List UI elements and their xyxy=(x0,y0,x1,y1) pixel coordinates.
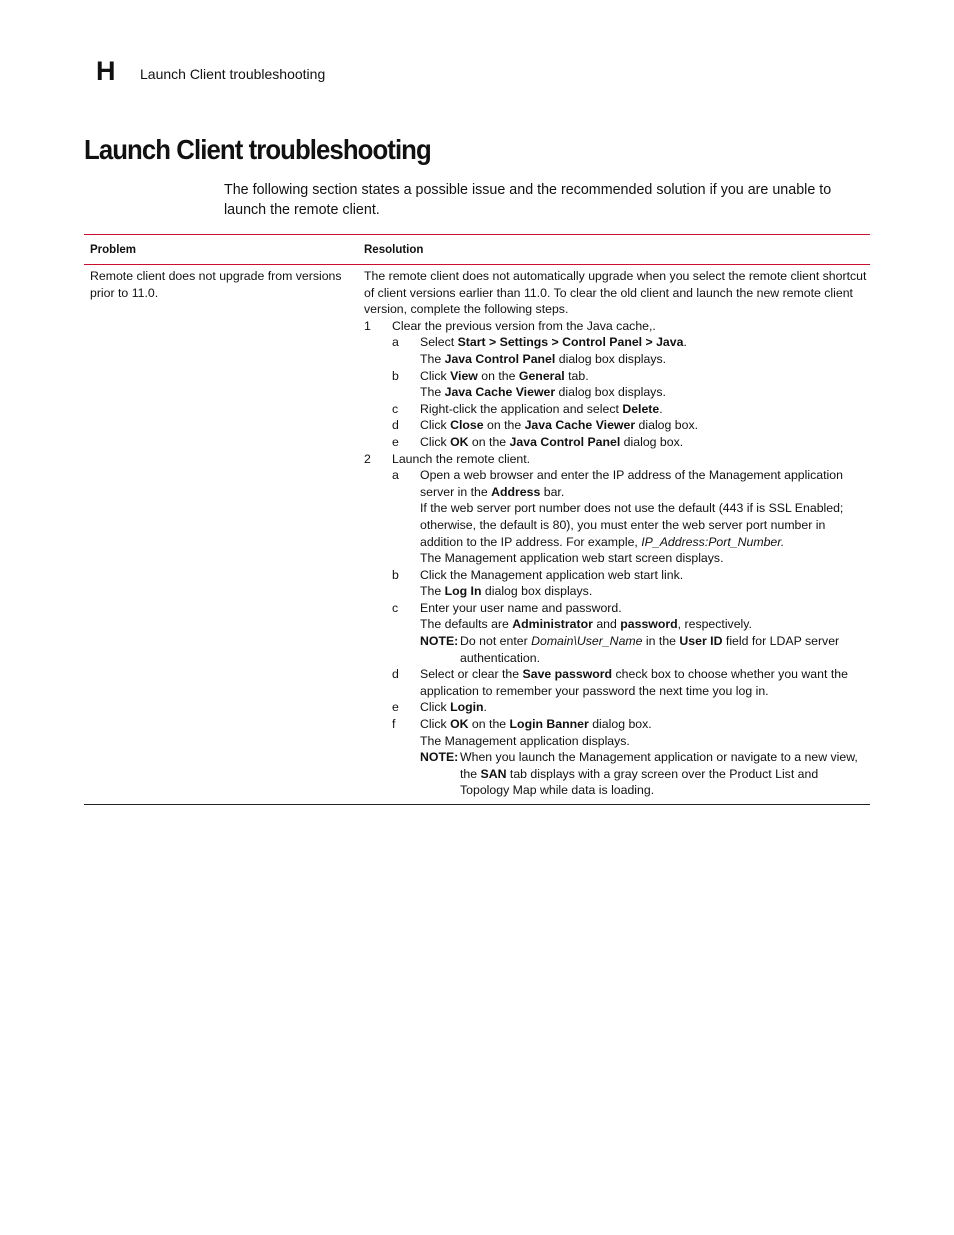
substep-1b-result xyxy=(364,384,870,401)
ui-term: Close xyxy=(450,418,484,433)
result-text: The xyxy=(420,351,445,366)
ui-term: Delete xyxy=(622,401,660,416)
substep-text: on the xyxy=(477,368,519,383)
note-text: in the xyxy=(642,634,680,649)
substep-text: . xyxy=(659,401,663,416)
ui-term: Log In xyxy=(444,584,482,599)
result-text: dialog box displays. xyxy=(555,385,666,400)
note-label: NOTE: xyxy=(420,750,459,765)
ui-term: Java Cache Viewer xyxy=(524,418,636,433)
problem-cell xyxy=(84,268,358,799)
ui-term: Address xyxy=(491,484,541,499)
note-text: field for LDAP server authentication. xyxy=(460,634,840,665)
substep-text: . xyxy=(683,335,687,350)
result-text: dialog box displays. xyxy=(555,351,667,366)
table-bottom-rule xyxy=(84,804,870,805)
ui-term: OK xyxy=(450,434,469,449)
substep-2b-result xyxy=(364,583,870,600)
substep-2c xyxy=(364,600,870,617)
substep-text: on the xyxy=(468,717,510,732)
header-resolution: Resolution xyxy=(364,243,424,256)
substep-2f xyxy=(364,716,870,733)
substep-text: Click xyxy=(420,418,451,433)
substep-2d xyxy=(364,666,870,699)
substep-1a-result xyxy=(364,351,870,368)
substep-letter: c xyxy=(392,600,399,615)
ui-term: Java Control Panel xyxy=(444,351,556,366)
substep-text: Click xyxy=(420,368,451,383)
substep-2c-result xyxy=(364,616,870,633)
ui-term: Java Cache Viewer xyxy=(444,385,556,400)
ui-term: Administrator xyxy=(512,617,593,632)
substep-text: Select or clear the xyxy=(420,667,523,682)
substep-letter: e xyxy=(392,434,399,449)
ui-term: View xyxy=(450,368,478,383)
result-text: The xyxy=(420,385,445,400)
note-text: tab displays with a gray screen over the Product List and Topology Map while data is loading. xyxy=(460,766,819,798)
substep-text: dialog box. xyxy=(635,418,699,433)
step-2 xyxy=(364,451,870,468)
substep-letter: b xyxy=(392,567,399,582)
substep-text: Right-click the application and select xyxy=(420,401,623,416)
substep-text: Select xyxy=(420,335,458,350)
substep-letter: a xyxy=(392,468,399,483)
substep-text: dialog box. xyxy=(588,717,652,732)
substep-letter: e xyxy=(392,700,399,715)
ui-term: Login xyxy=(450,700,484,715)
substep-text: Click xyxy=(420,700,451,715)
step-text: Launch the remote client. xyxy=(392,451,531,466)
substep-text: . xyxy=(483,700,487,715)
substep-letter: d xyxy=(392,418,399,433)
substep-letter: c xyxy=(392,401,399,416)
appendix-letter: H xyxy=(96,56,116,86)
ui-term: OK xyxy=(450,717,469,732)
result-text: The defaults are xyxy=(420,617,513,632)
substep-2b xyxy=(364,567,870,584)
menu-path: Start > Settings > Control Panel > Java xyxy=(457,335,684,350)
substep-2a-result: The Management application web start screen displays. xyxy=(420,551,724,566)
substep-1d xyxy=(364,417,870,434)
running-header-title: Launch Client troubleshooting xyxy=(140,66,326,82)
resolution-cell xyxy=(358,268,870,799)
ui-term: password xyxy=(620,617,678,632)
substep-text: tab. xyxy=(564,368,589,383)
substep-text: Enter your user name and password. xyxy=(420,600,622,615)
note-label: NOTE: xyxy=(420,634,459,649)
result-text: , respectively. xyxy=(677,617,752,632)
note-2f xyxy=(364,749,870,799)
note-text: Do not enter xyxy=(460,634,532,649)
substep-1c xyxy=(364,401,870,418)
substep-text: Click the Management application web start link. xyxy=(420,567,684,582)
substep-text: Click xyxy=(420,717,451,732)
step-1 xyxy=(364,318,870,335)
header-problem: Problem xyxy=(90,243,137,256)
ui-term: Java Control Panel xyxy=(509,434,621,449)
ui-term: Login Banner xyxy=(509,717,589,732)
substep-text: Open a web browser and enter the IP address of the Management application server in the xyxy=(420,468,843,499)
note-text: When you launch the Management application or navigate to a new view, the xyxy=(460,750,858,781)
substep-text: on the xyxy=(483,418,525,433)
result-text: dialog box displays. xyxy=(481,584,593,599)
substep-letter: a xyxy=(392,335,399,350)
table-row xyxy=(84,265,870,804)
intro-paragraph: The following section states a possible issue and the recommended solution if you are unable to launch the remote client. xyxy=(224,182,832,218)
substep-2a-info xyxy=(364,500,870,550)
ui-term: Save password xyxy=(522,667,613,682)
info-text: If the web server port number does not use the default (443 if is SSL Enabled; otherwise, the default is 80), you must enter the web server port number in addition to the IP address. For example, xyxy=(420,501,844,549)
step-number: 1 xyxy=(364,318,371,333)
step-number: 2 xyxy=(364,451,371,466)
substep-text: Click xyxy=(420,434,451,449)
substep-text: bar. xyxy=(540,484,565,499)
substep-text: on the xyxy=(468,434,510,449)
substep-letter: f xyxy=(392,717,396,732)
section-title: Launch Client troubleshooting xyxy=(84,134,431,165)
example-format: IP_Address:Port_Number. xyxy=(641,534,785,549)
ui-term: General xyxy=(518,368,565,383)
result-text: The xyxy=(420,584,445,599)
ui-term: User ID xyxy=(679,634,723,649)
substep-text: dialog box. xyxy=(620,434,684,449)
substep-1b xyxy=(364,368,870,385)
substep-text: check box to choose whether you want the application to remember your password the next time you log in. xyxy=(420,667,848,698)
result-text: and xyxy=(592,617,621,632)
substep-2f-result: The Management application displays. xyxy=(420,733,630,748)
substep-2a xyxy=(364,467,870,500)
troubleshooting-table xyxy=(84,234,870,805)
substep-1a xyxy=(364,334,870,351)
substep-letter: d xyxy=(392,667,399,682)
resolution-intro: The remote client does not automatically upgrade when you select the remote client shortcut of client versions earlier than 11.0. To clear the old client and launch the new remote client version, complete the following steps. xyxy=(364,269,867,317)
ui-term: SAN xyxy=(480,766,507,781)
step-text: Clear the previous version from the Java cache,. xyxy=(392,318,656,333)
example-format: Domain\User_Name xyxy=(531,634,643,649)
table-header-row xyxy=(84,235,870,264)
substep-2e xyxy=(364,699,870,716)
note-2c xyxy=(364,633,870,666)
substep-letter: b xyxy=(392,368,399,383)
substep-1e xyxy=(364,434,870,451)
problem-text: Remote client does not upgrade from versions prior to 11.0. xyxy=(90,269,342,300)
